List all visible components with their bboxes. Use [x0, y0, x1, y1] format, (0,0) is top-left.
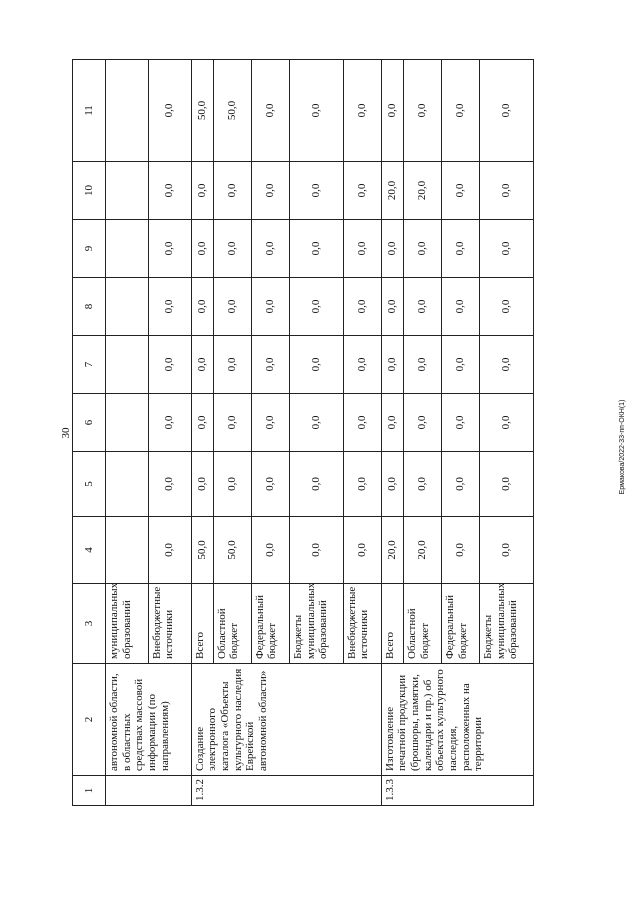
value-cell: 0,0	[403, 452, 441, 517]
header-cell: 9	[73, 220, 106, 278]
value-cell	[106, 394, 149, 452]
value-cell: 0,0	[213, 452, 251, 517]
value-cell: 20,0	[403, 162, 441, 220]
funding-source: Областной бюджет	[213, 584, 251, 664]
value-cell: 0,0	[403, 394, 441, 452]
value-cell: 0,0	[213, 278, 251, 336]
value-cell: 0,0	[381, 452, 403, 517]
header-cell: 8	[73, 278, 106, 336]
row-activity-name: автономной области, в областных средствах массовой информации (по направлениям)	[106, 664, 192, 776]
value-cell: 0,0	[480, 220, 534, 278]
value-cell: 0,0	[403, 278, 441, 336]
funding-source: муниципальных образований	[106, 584, 149, 664]
value-cell: 20,0	[381, 162, 403, 220]
value-cell: 0,0	[289, 220, 343, 278]
value-cell: 0,0	[442, 60, 480, 162]
row-activity-name: Изготовление печатной продукции (брошюры, памятки, календари и пр.) об объектах культурного наследия, расположенных на территории	[381, 664, 533, 776]
value-cell: 0,0	[289, 336, 343, 394]
value-cell: 0,0	[213, 394, 251, 452]
value-cell: 0,0	[442, 336, 480, 394]
header-cell: 5	[73, 452, 106, 517]
value-cell: 0,0	[148, 517, 191, 584]
page-number: 30	[60, 427, 72, 439]
value-cell: 0,0	[251, 60, 289, 162]
value-cell: 0,0	[480, 452, 534, 517]
value-cell: 0,0	[289, 517, 343, 584]
funding-source: Внебюджетные источники	[343, 584, 381, 664]
value-cell	[106, 60, 149, 162]
value-cell: 0,0	[148, 60, 191, 162]
value-cell	[106, 162, 149, 220]
value-cell: 0,0	[381, 278, 403, 336]
value-cell: 0,0	[213, 336, 251, 394]
value-cell: 0,0	[148, 162, 191, 220]
value-cell	[106, 336, 149, 394]
value-cell: 0,0	[191, 278, 213, 336]
funding-source: Всего	[191, 584, 213, 664]
value-cell: 0,0	[343, 162, 381, 220]
funding-source: Областной бюджет	[403, 584, 441, 664]
value-cell: 0,0	[148, 452, 191, 517]
value-cell: 0,0	[191, 336, 213, 394]
value-cell: 0,0	[442, 517, 480, 584]
value-cell: 20,0	[381, 517, 403, 584]
header-cell: 10	[73, 162, 106, 220]
row-code	[106, 776, 192, 806]
header-row	[73, 60, 106, 806]
value-cell: 0,0	[289, 394, 343, 452]
value-cell: 0,0	[480, 517, 534, 584]
value-cell: 0,0	[442, 220, 480, 278]
funding-source: Федеральный бюджет	[442, 584, 480, 664]
value-cell: 0,0	[289, 452, 343, 517]
row-code: 1.3.3	[381, 776, 533, 806]
value-cell: 0,0	[251, 278, 289, 336]
value-cell: 50,0	[191, 517, 213, 584]
value-cell	[106, 220, 149, 278]
table-row	[381, 60, 403, 806]
value-cell: 0,0	[381, 60, 403, 162]
value-cell: 20,0	[403, 517, 441, 584]
value-cell: 0,0	[251, 336, 289, 394]
header-cell: 7	[73, 336, 106, 394]
funding-source: Федеральный бюджет	[251, 584, 289, 664]
value-cell: 0,0	[480, 336, 534, 394]
value-cell	[106, 517, 149, 584]
value-cell: 0,0	[343, 278, 381, 336]
header-cell: 2	[73, 664, 106, 776]
funding-source: Всего	[381, 584, 403, 664]
header-cell: 11	[73, 60, 106, 162]
value-cell: 0,0	[442, 162, 480, 220]
value-cell: 0,0	[148, 336, 191, 394]
value-cell: 0,0	[381, 394, 403, 452]
row-code: 1.3.2	[191, 776, 381, 806]
value-cell: 0,0	[289, 162, 343, 220]
header-cell: 1	[73, 776, 106, 806]
value-cell: 0,0	[213, 162, 251, 220]
funding-source: Бюджеты муниципальных образований	[289, 584, 343, 664]
value-cell: 0,0	[442, 278, 480, 336]
table-row	[191, 60, 213, 806]
value-cell: 0,0	[343, 220, 381, 278]
value-cell: 0,0	[191, 452, 213, 517]
value-cell: 0,0	[213, 220, 251, 278]
value-cell: 0,0	[343, 452, 381, 517]
value-cell: 0,0	[343, 336, 381, 394]
value-cell: 0,0	[403, 336, 441, 394]
value-cell: 0,0	[251, 394, 289, 452]
value-cell: 50,0	[213, 517, 251, 584]
rotated-table	[72, 60, 534, 806]
table-row	[106, 60, 149, 806]
table-container	[72, 60, 534, 806]
value-cell: 0,0	[403, 60, 441, 162]
value-cell: 0,0	[343, 394, 381, 452]
value-cell: 50,0	[213, 60, 251, 162]
header-cell: 3	[73, 584, 106, 664]
value-cell: 0,0	[403, 220, 441, 278]
value-cell: 0,0	[343, 60, 381, 162]
value-cell: 0,0	[191, 394, 213, 452]
header-cell: 6	[73, 394, 106, 452]
value-cell: 0,0	[343, 517, 381, 584]
value-cell: 0,0	[148, 394, 191, 452]
value-cell: 0,0	[480, 278, 534, 336]
value-cell	[106, 452, 149, 517]
value-cell: 0,0	[480, 60, 534, 162]
funding-source: Внебюджетные источники	[148, 584, 191, 664]
value-cell: 0,0	[289, 278, 343, 336]
value-cell: 0,0	[251, 220, 289, 278]
value-cell: 0,0	[251, 162, 289, 220]
funding-table	[72, 59, 534, 806]
value-cell: 0,0	[289, 60, 343, 162]
value-cell: 0,0	[381, 220, 403, 278]
value-cell: 0,0	[381, 336, 403, 394]
value-cell: 0,0	[480, 394, 534, 452]
document-code: Ермакова/2022-33-пп-ОКН(1)	[619, 399, 626, 495]
row-activity-name: Создание электронного каталога «Объекты культурного наследия Еврейской автономной области»	[191, 664, 381, 776]
value-cell: 0,0	[480, 162, 534, 220]
value-cell	[106, 278, 149, 336]
value-cell: 0,0	[442, 452, 480, 517]
value-cell: 0,0	[148, 278, 191, 336]
value-cell: 50,0	[191, 60, 213, 162]
funding-source: Бюджеты муниципальных образований	[480, 584, 534, 664]
value-cell: 0,0	[148, 220, 191, 278]
value-cell: 0,0	[191, 162, 213, 220]
value-cell: 0,0	[251, 452, 289, 517]
value-cell: 0,0	[191, 220, 213, 278]
value-cell: 0,0	[251, 517, 289, 584]
value-cell: 0,0	[442, 394, 480, 452]
header-cell: 4	[73, 517, 106, 584]
